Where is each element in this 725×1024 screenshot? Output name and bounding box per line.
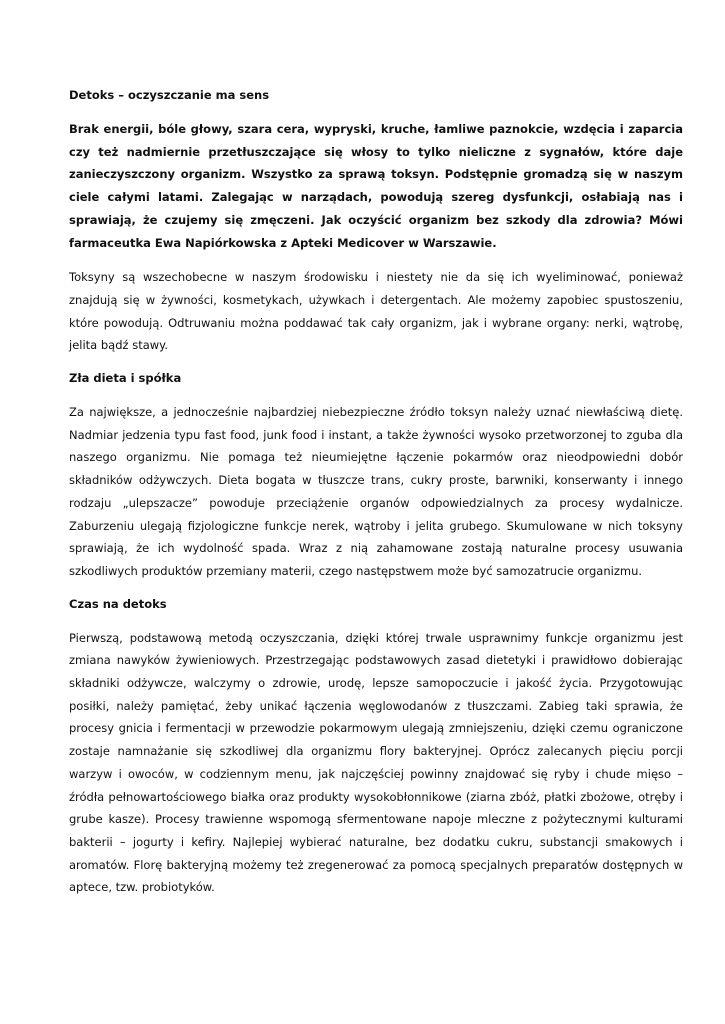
section-heading-bad-diet: Zła dieta i spółka <box>69 371 182 386</box>
document-title: Detoks – oczyszczanie ma sens <box>69 88 270 102</box>
section-heading-detox-time: Czas na detoks <box>69 596 167 611</box>
section-body-bad-diet: Za największe, a jednocześnie najbardziej niebezpieczne źródło toksyn należy uznać niewłaściwą dietę. Nadmiar jedzenia typu fast food, junk food i instant, a także żywności wysoko przetworzonej to zguba dla naszego organizmu. Nie pomaga też nieumiejętne łączenie pokarmów oraz nieodpowiedni dobór składników odżywczych. Dieta bogata w tłuszcze trans, cukry proste, barwniki, konserwanty i innego rodzaju „ulepszacze” powoduje przeciążenie organów odpowiedzialnych za procesy wydalnicze. Zaburzeniu ulegają fizjologiczne funkcje nerek, wątroby i jelita grubego. Skumulowane w nich toksyny sprawiają, że ich wydolność spada. Wraz z nią zahamowane zostają naturalne procesy usuwania szkodliwych produktów przemiany materii, czego następstwem może być samozatrucie organizmu. <box>69 405 683 578</box>
section-body-detox-time: Pierwszą, podstawową metodą oczyszczania, dzięki której trwale usprawnimy funkcje organizmu jest zmiana nawyków żywieniowych. Przestrzegając podstawowych zasad dietetyki i prawidłowo dobierając składniki odżywcze, walczymy o zdrowie, urodę, lepsze samopoczucie i jakość życia. Przygotowując posiłki, należy pamiętać, żeby unikać łączenia węglowodanów z tłuszczami. Zabieg taki sprawia, że procesy gnicia i fermentacji w przewodzie pokarmowym ulegają zmniejszeniu, dzięki czemu ograniczone zostaje namnażanie się szkodliwej dla organizmu flory bakteryjnej. Oprócz zalecanych pięciu porcji warzyw i owoców, w codziennym menu, jak najczęściej powinny znajdować się ryby i chude mięso – źródła pełnowartościowego białka oraz produkty wysokobłonnikowe (ziarna zbóż, płatki zbożowe, otręby i grube kasze). Procesy trawienne wspomogą sfermentowane napoje mleczne z pożytecznymi kulturami bakterii – jogurty i kefiry. Najlepiej wybierać naturalne, bez dodatku cukru, substancji smakowych i aromatów. Florę bakteryjną możemy też zregenerować za pomocą specjalnych preparatów dostępnych w aptece, tzw. probiotyków. <box>69 630 683 895</box>
intro-paragraph: Toksyny są wszechobecne w naszym środowisku i niestety nie da się ich wyeliminować, ponieważ znajdują się w żywności, kosmetykach, używkach i detergentach. Ale możemy zapobiec spustoszeniu, które powodują. Odtruwaniu można poddawać tak cały organizm, jak i wybrane organy: nerki, wątrobę, jelita bądź stawy. <box>69 270 683 353</box>
lead-paragraph: Brak energii, bóle głowy, szara cera, wypryski, kruche, łamliwe paznokcie, wzdęcia i zaparcia czy też nadmiernie przetłuszczające się włosy to tylko nieliczne z sygnałów, które daje zanieczyszczony organizm. Wszystko za sprawą toksyn. Podstępnie gromadzą się w naszym ciele całymi latami. Zalegając w narządach, powodują szereg dysfunkcji, osłabiają nas i sprawiają, że czujemy się zmęczeni. Jak oczyścić organizm bez szkody dla zdrowia? Mówi farmaceutka Ewa Napiórkowska z Apteki Medicover w Warszawie. <box>69 122 683 250</box>
document-page <box>69 86 683 911</box>
